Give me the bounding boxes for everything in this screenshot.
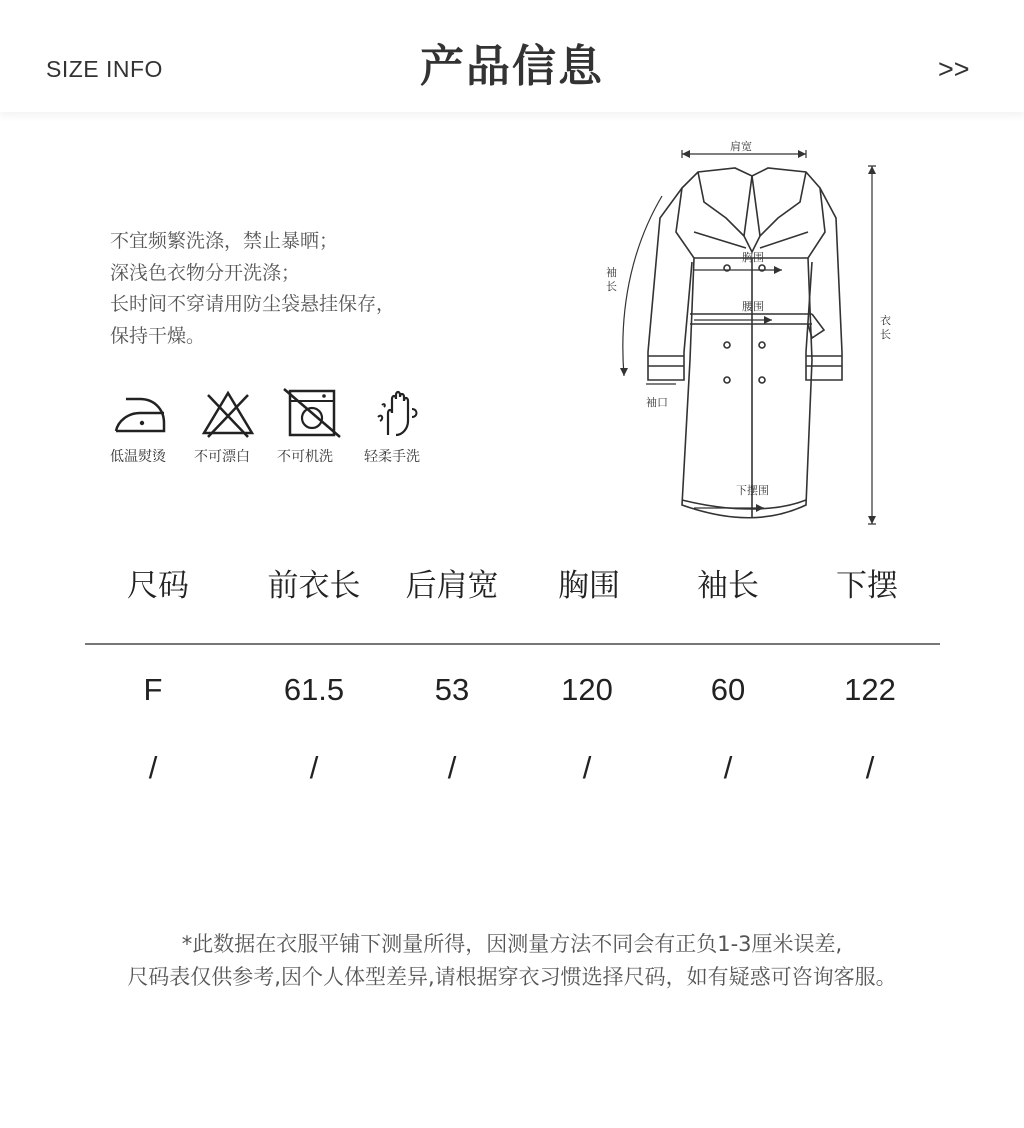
table-cell: 120	[561, 672, 613, 707]
sleeve-label-bottom: 长	[606, 280, 617, 293]
care-line: 保持干燥。	[110, 324, 206, 347]
no-machine-wash-icon	[282, 387, 342, 439]
table-cell: /	[865, 750, 875, 785]
hand-wash-icon	[370, 387, 430, 439]
table-cell: 122	[844, 672, 896, 707]
iron-low-icon	[110, 387, 170, 439]
table-cell: /	[309, 750, 319, 785]
hand-wash-label: 轻柔手洗	[364, 449, 420, 465]
page-title: 产品信息	[420, 41, 604, 92]
col-header-sleeve: 袖长	[697, 568, 759, 604]
disclaimer-line: *此数据在衣服平铺下测量所得，因测量方法不同会有正负1-3厘米误差,	[181, 932, 843, 956]
col-header-hem: 下摆	[836, 568, 898, 604]
coat-measurement-diagram	[600, 130, 900, 530]
care-line: 不宜频繁洗涤，禁止暴晒；	[110, 230, 339, 252]
table-divider	[85, 643, 940, 645]
table-cell: 60	[710, 672, 746, 707]
no-machine-wash-label: 不可机洗	[277, 449, 333, 465]
col-header-size: 尺码	[127, 568, 189, 604]
disclaimer-line: 尺码表仅供参考,因个人体型差异,请根据穿衣习惯选择尺码，如有疑惑可咨询客服。	[127, 965, 897, 989]
table-cell: /	[148, 750, 158, 785]
col-header-front-length: 前衣长	[267, 568, 361, 604]
care-line: 长时间不穿请用防尘袋悬挂保存，	[110, 293, 396, 315]
sleeve-label-top: 袖	[606, 266, 617, 279]
table-cell: /	[447, 750, 457, 785]
size-info-label: SIZE INFO	[46, 56, 163, 82]
table-cell: /	[582, 750, 592, 785]
chest-label: 胸围	[742, 251, 764, 264]
col-header-chest: 胸围	[558, 568, 620, 604]
table-cell: 53	[434, 672, 470, 707]
care-instructions	[110, 226, 395, 352]
col-header-back-shoulder: 后肩宽	[405, 568, 499, 604]
waist-label: 腰围	[742, 300, 764, 313]
next-arrow-button[interactable]: >>	[938, 54, 970, 84]
table-cell: 61.5	[283, 672, 345, 707]
table-cell: F	[143, 672, 163, 707]
cuff-label: 袖口	[646, 396, 668, 409]
measurement-disclaimer	[0, 928, 1024, 994]
hem-label: 下摆围	[736, 484, 769, 497]
table-cell: /	[723, 750, 733, 785]
shoulder-label: 肩宽	[730, 140, 752, 153]
no-bleach-icon	[198, 387, 258, 439]
page-header	[0, 0, 1024, 112]
length-label-bottom: 长	[880, 328, 891, 341]
no-bleach-label: 不可漂白	[194, 449, 250, 465]
length-label-top: 衣	[880, 314, 891, 327]
care-line: 深浅色衣物分开洗涤；	[110, 261, 301, 284]
iron-low-label: 低温熨烫	[110, 449, 166, 465]
